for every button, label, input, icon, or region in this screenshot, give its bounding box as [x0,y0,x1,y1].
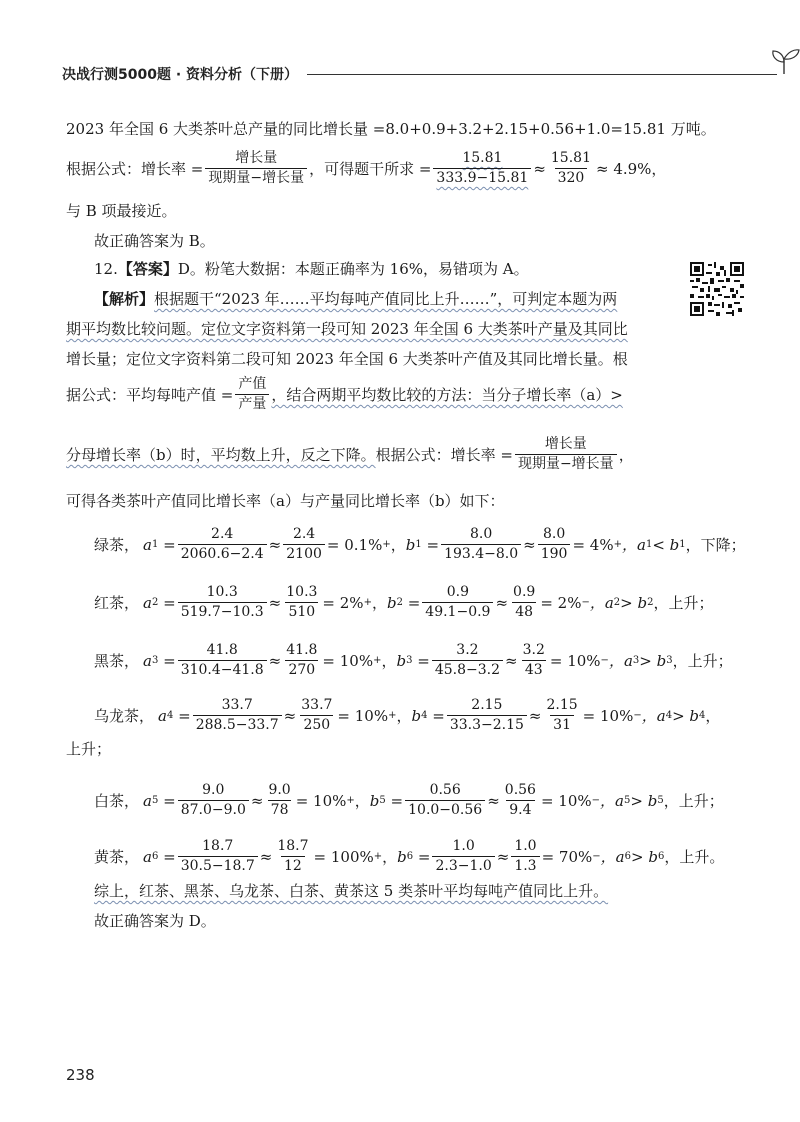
tea-name: 红茶， [94,594,140,612]
tea-row: 绿茶， a 1 = $\frac{2.4}{2060.6-2.4}$ ≈ $\frac{2.4}{2100}$ = 0.1% + ， b 1 = $\frac{8.0}{193.4-8.0}$ ≈ $\frac{8.0}{190}$ = 4% + ，a 1 < b 1 ，下降； [94,526,746,562]
fraction: $\frac{41.8}{270}$ [286,642,318,678]
text-line: 可得各类茶叶产值同比增长率（a）与产量同比增长率（b）如下： [66,492,505,510]
fraction: $\frac{0.56}{10.0-0.56}$ [405,782,485,819]
fraction: $\frac{2.15}{33.3-2.15}$ [447,697,527,734]
text-line: 故正确答案为 D。 [94,912,216,930]
tea-name: 白茶， [94,792,140,810]
formula-line: 分母增长率（b）时，平均数上升，反之下降。 根据公式：增长率 = $\frac{\text{增长量}}{\text{现期量−增长量}}$ ， [66,436,634,472]
answer-tag: 【答案】 [117,260,178,278]
fraction: $\frac{8.0}{193.4-8.0}$ [441,526,521,563]
tea-result: ，下降； [685,536,746,554]
tea-name: 绿茶， [94,536,140,554]
tea-row: 红茶， a 2 = $\frac{10.3}{519.7-10.3}$ ≈ $\frac{10.3}{510}$ = 2% + ， b 2 = $\frac{0.9}{49.1-0.9}$ ≈ $\frac{0.9}{48}$ = 2% − ，a 2 > b 2 ，上升； [94,584,714,620]
fraction: $\frac{\text{增长量}}{\text{现期量−增长量}}$ [515,436,617,473]
tea-result: ，上升； [653,594,714,612]
answer-text: D。粉笔大数据：本题正确率为 16%，易错项为 A。 [177,260,529,278]
tea-row: 白茶， a 5 = $\frac{9.0}{87.0-9.0}$ ≈ $\frac{9.0}{78}$ = 10% + ， b 5 = $\frac{0.56}{10.0-0.56}$ ≈ $\frac{0.56}{9.4}$ = 10% − ，a 5 > b 5 ，上升； [94,782,724,818]
fraction: $\frac{2.15}{31}$ [546,697,578,733]
fraction: $\frac{3.2}{43}$ [522,642,545,678]
fraction: $\frac{18.7}{30.5-18.7}$ [178,838,258,875]
fraction: $\frac{3.2}{45.8-3.2}$ [432,642,503,679]
fraction: $\frac{9.0}{78}$ [268,782,291,818]
answer-line [94,258,529,280]
analysis-line: 【解析】根据题干“2023 年……平均每吨产值同比上升……”，可判定本题为两 [94,290,618,308]
text-line: 故正确答案为 B。 [94,232,215,250]
approx-sign: ≈ [533,159,546,178]
text-line: 增长量；定位文字资料第二段可知 2023 年全国 6 大类茶叶产值及其同比增长量。根 [66,350,628,368]
text-line: 2023 年全国 6 大类茶叶总产量的同比增长量 =8.0+0.9+3.2+2.15+0.56+1.0=15.81 万吨。 [66,120,716,138]
book-title: 决战行测5000题 · 资料分析（下册） [62,67,299,83]
tea-row: 黑茶， a 3 = $\frac{41.8}{310.4-41.8}$ ≈ $\frac{41.8}{270}$ = 10% + ， b 3 = $\frac{3.2}{45.8-3.2}$ ≈ $\frac{3.2}{43}$ = 10% − ，a 3 > b 3 ，上升； [94,642,733,678]
tea-row: 黄茶， a 6 = $\frac{18.7}{30.5-18.7}$ ≈ $\frac{18.7}{12}$ = 100% + ， b 6 = $\frac{1.0}{2.3-1.0}$ ≈ $\frac{1.0}{1.3}$ = 70% − ，a 6 > b 6 ，上升。 [94,838,725,874]
tea-row: 乌龙茶， a 4 = $\frac{33.7}{288.5-33.7}$ ≈ $\frac{33.7}{250}$ = 10% + ， b 4 = $\frac{2.15}{33.3-2.15}$ ≈ $\frac{2.15}{31}$ = 10% − ，a 4 > b 4 ， [94,697,721,733]
tea-result: ， [705,707,721,725]
text-line: 与 B 项最接近。 [66,202,177,220]
page-number: 238 [66,1066,95,1084]
formula-prefix: 根据公式：增长率 = [66,160,204,178]
fraction: $\frac{33.7}{250}$ [301,697,333,733]
formula-line: 据公式：平均每吨产值 = $\frac{\text{产值}}{\text{产量}}$ ，结合两期平均数比较的方法：当分子增长率（a）> [66,376,623,412]
fraction: $\frac{10.3}{510}$ [286,584,318,620]
tea-name: 黄茶， [94,848,140,866]
sprout-icon [764,46,800,76]
analysis-tag: 【解析】 [94,290,155,308]
formula-middle: ，可得题干所求 = [309,160,432,178]
fraction: $\frac{1.0}{2.3-1.0}$ [432,838,494,875]
fraction: $\frac{41.8}{310.4-41.8}$ [178,642,267,679]
tea-name: 乌龙茶， [94,707,155,725]
fraction: $\frac{\text{增长量}}{\text{现期量−增长量}}$ [205,150,307,187]
tea-name: 黑茶， [94,652,140,670]
fraction: $\frac{2.4}{2100}$ [283,526,325,563]
tea-result: ，上升； [672,652,733,670]
text-line: 期平均数比较问题。定位文字资料第一段可知 2023 年全国 6 大类茶叶产量及其同比 [66,320,628,338]
tea-result: ，上升。 [664,848,725,866]
fraction: $\frac{0.56}{9.4}$ [504,782,536,818]
fraction: $\frac{15.81}{333.9-15.81}$ [433,150,531,187]
fraction: $\frac{\text{产值}}{\text{产量}}$ [235,376,269,413]
tea-result: ，上升； [663,792,724,810]
fraction: $\frac{8.0}{190}$ [538,526,571,563]
question-number: 12. [94,260,118,278]
fraction: $\frac{10.3}{519.7-10.3}$ [178,584,267,621]
fraction: $\frac{2.4}{2060.6-2.4}$ [178,526,267,563]
fraction: $\frac{9.0}{87.0-9.0}$ [178,782,249,819]
fraction: $\frac{18.7}{12}$ [277,838,309,874]
fraction: $\frac{33.7}{288.5-33.7}$ [193,697,282,734]
conclusion-line: 综上，红茶、黑茶、乌龙茶、白茶、黄茶这 5 类茶叶平均每吨产值同比上升。 [94,882,609,900]
header-rule [307,74,777,75]
fraction: $\frac{0.9}{49.1-0.9}$ [422,584,493,621]
text-line: 上升； [66,740,112,758]
running-header [62,60,752,90]
fraction: $\frac{0.9}{48}$ [513,584,536,620]
fraction: $\frac{15.81}{320}$ [550,150,591,186]
formula-tail: ≈ 4.9%， [595,160,667,178]
formula-line [66,150,666,187]
qr-code[interactable] [690,262,744,316]
fraction: $\frac{1.0}{1.3}$ [511,838,539,875]
